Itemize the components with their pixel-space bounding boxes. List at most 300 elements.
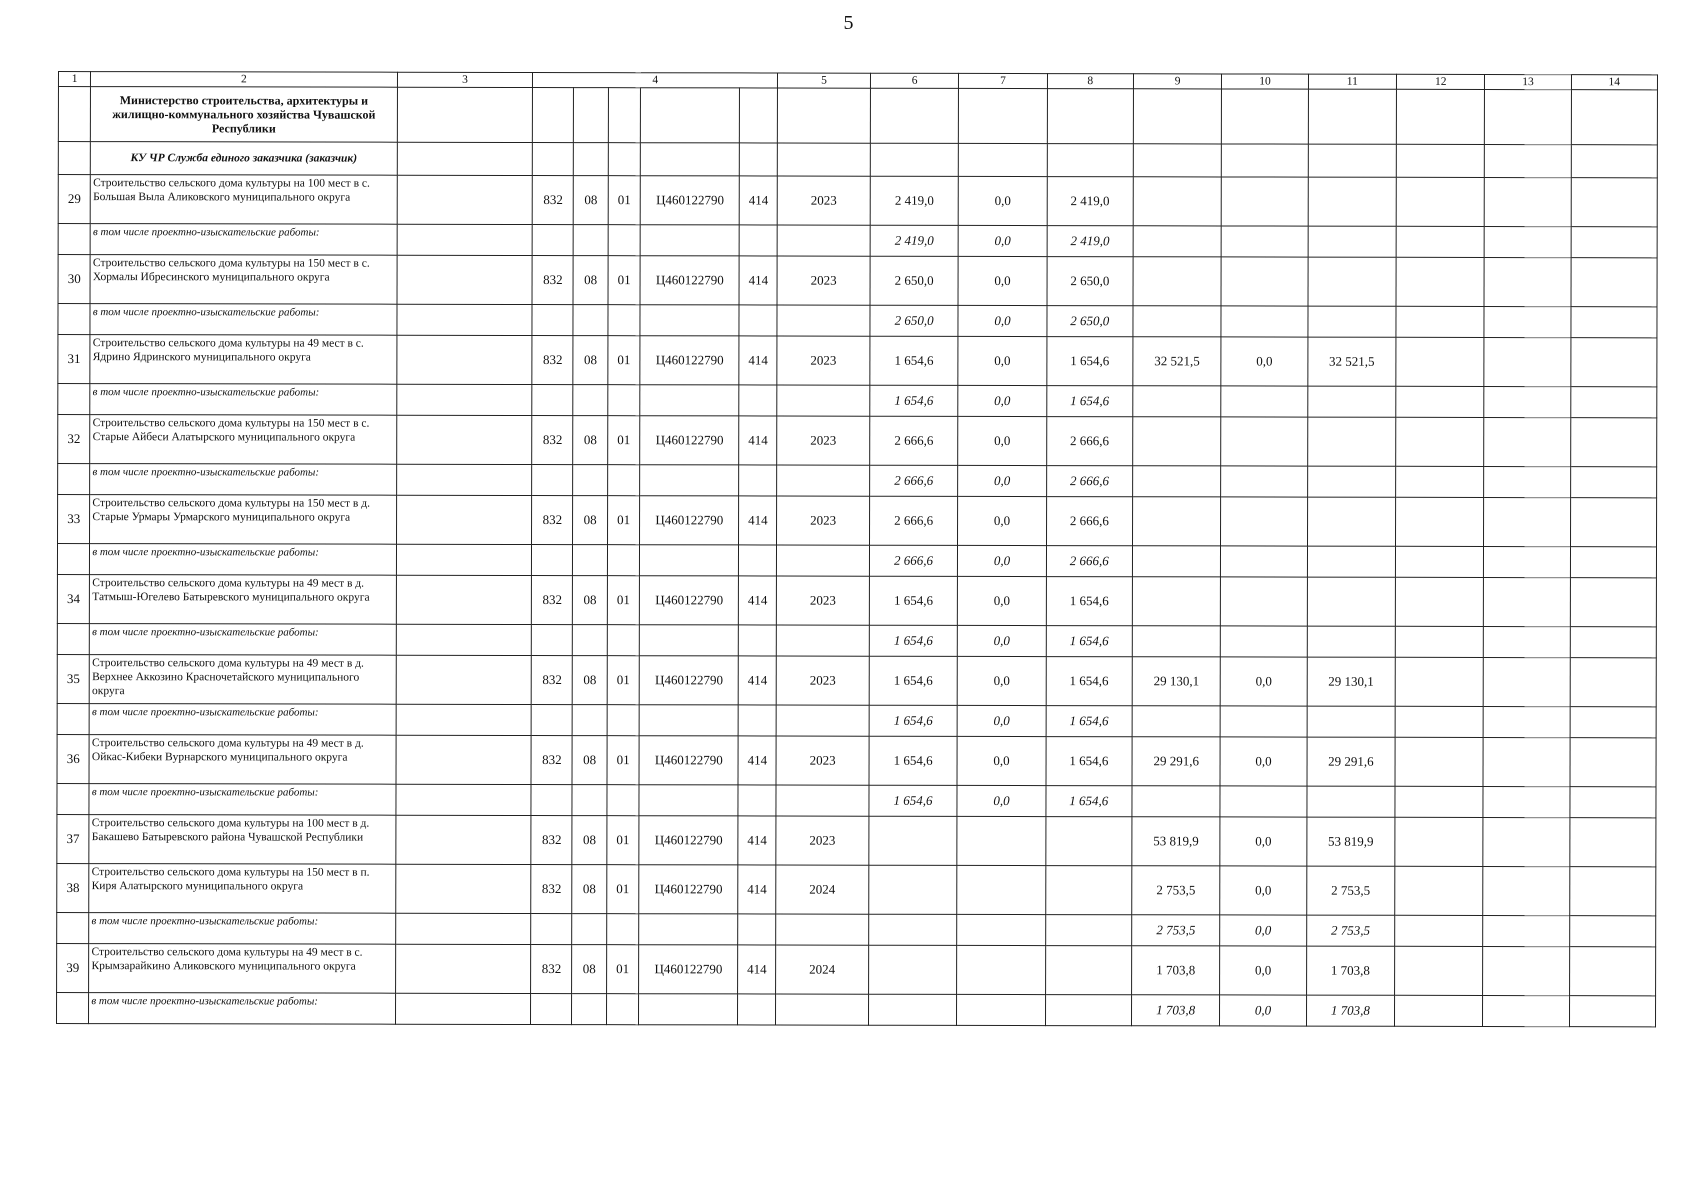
- col-3-cell: [397, 255, 533, 304]
- section-code: 08: [572, 736, 607, 785]
- sub-col-11-value: [1307, 706, 1395, 737]
- section-code: 08: [572, 816, 607, 865]
- sub-col-6-value: 1 654,6: [869, 785, 957, 816]
- design-survey-label: в том числе проектно-изыскательские работы:: [90, 624, 396, 656]
- col-12-cell: [1395, 657, 1484, 706]
- col-13-cell: [1484, 257, 1570, 306]
- sub-col-6-value: [869, 914, 957, 945]
- project-row: [58, 255, 1657, 307]
- sub-col-8-value: [1045, 995, 1131, 1026]
- sub-col-7-value: 0,0: [958, 385, 1046, 416]
- design-survey-label: в том числе проектно-изыскательские работы:: [89, 993, 395, 1025]
- col-10-value: 0,0: [1221, 657, 1307, 706]
- sub-col-8-value: 1 654,6: [1046, 706, 1132, 737]
- grbs-code: 832: [532, 575, 573, 624]
- subsection-code: 01: [607, 816, 639, 865]
- project-name: Строительство сельского дома культуры на 49 мест в с. Крымзарайкино Аликовского муниципального округа: [89, 944, 395, 994]
- col-9-header: 9: [1133, 74, 1221, 89]
- col-12-cell: [1395, 737, 1484, 786]
- col-13-cell: [1484, 497, 1570, 546]
- year-cell: 2023: [776, 656, 869, 705]
- sub-col-10-value: [1221, 386, 1307, 417]
- col-9-value: [1132, 577, 1221, 626]
- col-4-header: 4: [533, 72, 778, 88]
- expense-type-code: 414: [739, 336, 777, 385]
- col-14-cell: [1570, 578, 1656, 627]
- col-11-header: 11: [1308, 74, 1396, 89]
- sub-col-11-value: [1307, 466, 1395, 497]
- sub-col-9-value: [1132, 546, 1220, 577]
- col-13-cell: [1484, 417, 1570, 466]
- design-survey-subrow: [58, 464, 1657, 498]
- col-11-value: 1 703,8: [1306, 946, 1395, 995]
- col-10-value: 0,0: [1220, 817, 1306, 866]
- project-name: Строительство сельского дома культуры на 100 мест в д. Бакашево Батыревского района Чувашской Республики: [89, 815, 395, 865]
- row-number: 35: [57, 654, 89, 703]
- subsection-code: 01: [607, 656, 639, 705]
- col-14-cell: [1571, 258, 1657, 307]
- col-10-value: 0,0: [1221, 337, 1307, 386]
- project-row: [58, 415, 1657, 467]
- col-7-value: 0,0: [958, 256, 1047, 305]
- grbs-code: 832: [533, 175, 574, 224]
- subsection-code: 01: [607, 865, 639, 914]
- project-row: [57, 943, 1656, 995]
- grbs-code: 832: [531, 735, 572, 784]
- col-14-cell: [1570, 418, 1656, 467]
- col-6-value: 1 654,6: [869, 656, 958, 705]
- col-3-cell: [396, 415, 532, 464]
- project-row: [57, 574, 1656, 626]
- col-3-cell: [397, 175, 533, 224]
- col-9-value: 53 819,9: [1132, 817, 1221, 866]
- target-article-code: Ц460122790: [639, 736, 738, 785]
- target-article-code: Ц460122790: [640, 496, 739, 545]
- project-row: [57, 734, 1656, 786]
- design-survey-subrow: [57, 703, 1656, 737]
- col-8-value: 2 650,0: [1047, 257, 1133, 306]
- project-row: [58, 175, 1657, 227]
- col-6-value: [869, 816, 958, 865]
- expense-type-code: 414: [739, 656, 777, 705]
- row-number: 30: [58, 255, 90, 304]
- design-survey-label: в том числе проектно-изыскательские работы:: [90, 384, 396, 416]
- target-article-code: Ц460122790: [639, 816, 738, 865]
- design-survey-label: в том числе проектно-изыскательские работы:: [90, 464, 396, 496]
- sub-col-6-value: 1 654,6: [870, 385, 958, 416]
- sub-col-11-value: [1307, 786, 1395, 817]
- project-name: Строительство сельского дома культуры на 49 мест в д. Татмыш-Югелево Батыревского муниципального округа: [90, 575, 396, 625]
- col-6-value: 2 666,6: [870, 416, 959, 465]
- subsection-code: 01: [608, 416, 640, 465]
- sub-col-10-value: 0,0: [1220, 995, 1306, 1026]
- section-code: 08: [573, 656, 608, 705]
- col-11-value: 29 130,1: [1307, 657, 1396, 706]
- target-article-code: Ц460122790: [640, 336, 739, 385]
- section-code: 08: [572, 865, 607, 914]
- col-8-value: 1 654,6: [1046, 577, 1132, 626]
- year-cell: 2024: [776, 945, 869, 994]
- sub-col-9-value: [1132, 786, 1220, 817]
- sub-col-9-value: [1132, 706, 1220, 737]
- col-1-header: 1: [58, 72, 90, 87]
- col-12-cell: [1396, 337, 1485, 386]
- row-number: 39: [57, 943, 89, 992]
- project-row: [57, 814, 1656, 866]
- col-3-cell: [396, 735, 532, 784]
- sub-col-7-value: 0,0: [958, 225, 1046, 256]
- col-13-header: 13: [1485, 74, 1571, 89]
- col-6-value: 1 654,6: [870, 336, 959, 385]
- budget-table: [56, 71, 1658, 1027]
- col-3-cell: [396, 335, 532, 384]
- project-name: Строительство сельского дома культуры на 49 мест в д. Ойкас-Кибеки Вурнарского муниципального округа: [89, 735, 395, 785]
- project-row: [57, 654, 1656, 706]
- sub-col-10-value: [1221, 226, 1307, 257]
- col-9-value: 1 703,8: [1132, 946, 1221, 995]
- col-3-header: 3: [397, 72, 533, 87]
- design-survey-subrow: [57, 544, 1656, 578]
- col-13-cell: [1484, 657, 1570, 706]
- row-number: 36: [57, 734, 89, 783]
- sub-col-10-value: [1221, 306, 1307, 337]
- col-6-header: 6: [870, 73, 958, 88]
- sub-col-11-value: [1307, 386, 1395, 417]
- col-8-value: 2 666,6: [1046, 417, 1132, 466]
- target-article-code: Ц460122790: [639, 865, 738, 914]
- col-3-cell: [396, 575, 532, 624]
- sub-col-10-value: [1221, 626, 1307, 657]
- sub-col-6-value: 2 666,6: [869, 545, 957, 576]
- sub-col-9-value: 2 753,5: [1132, 915, 1220, 946]
- year-cell: 2023: [777, 336, 870, 385]
- row-number: 32: [58, 415, 90, 464]
- grbs-code: 832: [532, 335, 573, 384]
- grbs-code: 832: [531, 815, 572, 864]
- section-code: 08: [574, 176, 609, 225]
- col-10-value: [1221, 577, 1307, 626]
- target-article-code: Ц460122790: [640, 576, 739, 625]
- col-3-cell: [395, 864, 531, 913]
- ministry-row: [58, 87, 1657, 145]
- project-name: Строительство сельского дома культуры на 49 мест в с. Ядрино Ядринского муниципального округа: [90, 335, 396, 385]
- col-11-value: [1308, 257, 1397, 306]
- col-10-header: 10: [1222, 74, 1308, 89]
- sub-col-7-value: 0,0: [958, 625, 1046, 656]
- sub-col-9-value: 1 703,8: [1131, 995, 1219, 1026]
- page-number: 5: [843, 12, 854, 34]
- sub-col-6-value: [868, 994, 956, 1025]
- col-6-value: [868, 945, 957, 994]
- col-11-value: [1307, 417, 1396, 466]
- col-3-cell: [396, 495, 532, 544]
- project-name: Строительство сельского дома культуры на 150 мест в с. Старые Айбеси Алатырского муниципального округа: [90, 415, 396, 465]
- col-8-value: [1046, 817, 1132, 866]
- project-name: Строительство сельского дома культуры на 150 мест в с. Хормалы Ибресинского муниципального округа: [90, 255, 396, 305]
- sub-col-8-value: 2 650,0: [1047, 306, 1133, 337]
- sub-col-11-value: 1 703,8: [1306, 995, 1394, 1026]
- year-cell: 2023: [777, 416, 870, 465]
- year-cell: 2023: [777, 576, 870, 625]
- grbs-code: 832: [532, 495, 573, 544]
- year-cell: 2023: [776, 736, 869, 785]
- col-9-value: [1133, 177, 1222, 226]
- section-code: 08: [573, 336, 608, 385]
- design-survey-label: в том числе проектно-изыскательские работы:: [89, 784, 395, 816]
- col-12-header: 12: [1396, 74, 1484, 89]
- sub-col-11-value: [1307, 546, 1395, 577]
- col-7-value: 0,0: [958, 416, 1047, 465]
- col-12-cell: [1396, 177, 1485, 226]
- section-code: 08: [573, 576, 608, 625]
- row-number: 37: [57, 814, 89, 863]
- year-cell: 2023: [777, 256, 870, 305]
- sub-col-10-value: [1221, 466, 1307, 497]
- year-cell: 2023: [776, 816, 869, 865]
- col-10-value: 0,0: [1220, 946, 1306, 995]
- row-number: 34: [57, 574, 89, 623]
- sub-col-10-value: 0,0: [1220, 915, 1306, 946]
- subsection-code: 01: [608, 256, 640, 305]
- section-code: 08: [573, 416, 608, 465]
- grbs-code: 832: [532, 415, 573, 464]
- col-9-value: [1133, 257, 1222, 306]
- design-survey-subrow: [57, 623, 1656, 657]
- expense-type-code: 414: [738, 945, 776, 994]
- col-8-value: 1 654,6: [1046, 737, 1132, 786]
- design-survey-label: в том числе проектно-изыскательские работы:: [90, 304, 396, 336]
- col-10-value: [1222, 177, 1308, 226]
- target-article-code: Ц460122790: [639, 945, 738, 994]
- col-6-value: 1 654,6: [869, 736, 958, 785]
- subsection-code: 01: [607, 496, 639, 545]
- col-11-value: 29 291,6: [1307, 737, 1396, 786]
- row-number: 31: [58, 335, 90, 384]
- col-11-value: 53 819,9: [1306, 817, 1395, 866]
- sub-col-10-value: [1220, 786, 1306, 817]
- col-14-cell: [1570, 498, 1656, 547]
- sub-col-9-value: [1133, 226, 1221, 257]
- year-cell: 2023: [777, 496, 870, 545]
- col-6-value: 1 654,6: [869, 576, 958, 625]
- col-10-value: [1221, 497, 1307, 546]
- sub-col-10-value: [1220, 706, 1306, 737]
- expense-type-code: 414: [739, 256, 777, 305]
- year-cell: 2024: [776, 865, 869, 914]
- col-13-cell: [1484, 337, 1570, 386]
- col-3-cell: [395, 815, 531, 864]
- sub-col-11-value: [1308, 226, 1396, 257]
- sub-col-7-value: 0,0: [958, 465, 1046, 496]
- col-13-cell: [1484, 577, 1570, 626]
- col-7-value: [957, 945, 1046, 994]
- design-survey-subrow: [58, 384, 1657, 418]
- col-13-cell: [1485, 177, 1571, 226]
- design-survey-label: в том числе проектно-изыскательские работы:: [90, 544, 396, 576]
- section-code: 08: [573, 256, 608, 305]
- budget-table-sheet: [56, 71, 1658, 1027]
- table-body: [57, 87, 1658, 1027]
- sub-col-9-value: [1133, 466, 1221, 497]
- subsection-code: 01: [608, 336, 640, 385]
- sub-col-7-value: 0,0: [958, 305, 1046, 336]
- col-9-value: 29 291,6: [1132, 737, 1221, 786]
- sub-col-11-value: 2 753,5: [1306, 915, 1394, 946]
- grbs-code: 832: [531, 944, 572, 993]
- col-11-value: 2 753,5: [1306, 866, 1395, 915]
- sub-col-8-value: 2 419,0: [1047, 226, 1133, 257]
- agency-row: [58, 142, 1657, 178]
- expense-type-code: 414: [739, 416, 777, 465]
- col-6-value: 2 650,0: [870, 256, 959, 305]
- col-10-value: 0,0: [1220, 737, 1306, 786]
- design-survey-subrow: [58, 224, 1657, 258]
- col-9-value: [1132, 497, 1221, 546]
- row-number: 33: [58, 495, 90, 544]
- col-7-value: [957, 816, 1046, 865]
- project-name: Строительство сельского дома культуры на 49 мест в д. Верхнее Аккозино Красночетайского муниципального округа: [90, 655, 396, 705]
- col-7-value: 0,0: [957, 736, 1046, 785]
- col-11-value: [1307, 497, 1396, 546]
- sub-col-11-value: [1308, 306, 1396, 337]
- year-cell: 2023: [777, 176, 870, 225]
- project-row: [57, 863, 1656, 915]
- col-7-value: 0,0: [958, 336, 1047, 385]
- col-8-value: 1 654,6: [1046, 657, 1132, 706]
- sub-col-8-value: 1 654,6: [1046, 626, 1132, 657]
- col-10-value: [1221, 257, 1307, 306]
- design-survey-label: в том числе проектно-изыскательские работы:: [89, 704, 395, 736]
- grbs-code: 832: [531, 864, 572, 913]
- col-13-cell: [1483, 946, 1569, 995]
- col-13-cell: [1483, 866, 1569, 915]
- expense-type-code: 414: [738, 736, 776, 785]
- row-number: 38: [57, 863, 89, 912]
- col-7-value: 0,0: [957, 656, 1046, 705]
- row-number: 29: [58, 175, 90, 224]
- col-3-cell: [395, 944, 531, 993]
- design-survey-subrow: [58, 304, 1657, 338]
- project-name: Строительство сельского дома культуры на 150 мест в п. Киря Алатырского муниципального округа: [89, 864, 395, 914]
- col-5-header: 5: [778, 73, 871, 88]
- col-14-cell: [1570, 658, 1656, 707]
- col-7-value: 0,0: [958, 496, 1047, 545]
- col-12-cell: [1396, 257, 1485, 306]
- col-8-value: 2 666,6: [1046, 497, 1132, 546]
- design-survey-label: в том числе проектно-изыскательские работы:: [90, 224, 396, 256]
- col-9-value: 29 130,1: [1132, 657, 1221, 706]
- target-article-code: Ц460122790: [640, 416, 739, 465]
- section-code: 08: [572, 945, 607, 994]
- col-14-cell: [1571, 178, 1657, 227]
- project-row: [58, 335, 1657, 387]
- target-article-code: Ц460122790: [640, 176, 739, 225]
- sub-col-8-value: 2 666,6: [1046, 466, 1132, 497]
- design-survey-subrow: [57, 783, 1656, 817]
- sub-col-7-value: [957, 914, 1045, 945]
- project-name: Строительство сельского дома культуры на 100 мест в с. Большая Выла Аликовского муниципального округа: [91, 175, 397, 225]
- ministry-name: Министерство строительства, архитектуры и жилищно-коммунального хозяйства Чувашской Республики: [91, 87, 397, 143]
- subsection-code: 01: [607, 576, 639, 625]
- col-9-value: 2 753,5: [1132, 866, 1221, 915]
- col-12-cell: [1395, 946, 1484, 995]
- sub-col-7-value: 0,0: [958, 545, 1046, 576]
- sub-col-9-value: [1133, 306, 1221, 337]
- col-7-value: [957, 865, 1046, 914]
- sub-col-8-value: 2 666,6: [1046, 546, 1132, 577]
- col-14-cell: [1570, 738, 1656, 787]
- target-article-code: Ц460122790: [639, 656, 738, 705]
- sub-col-7-value: [957, 994, 1045, 1025]
- col-10-value: 0,0: [1220, 866, 1306, 915]
- sub-col-10-value: [1221, 546, 1307, 577]
- col-12-cell: [1396, 497, 1485, 546]
- sub-col-7-value: 0,0: [957, 705, 1045, 736]
- sub-col-8-value: 1 654,6: [1046, 386, 1132, 417]
- col-8-value: [1045, 866, 1131, 915]
- expense-type-code: 414: [739, 576, 777, 625]
- expense-type-code: 414: [738, 865, 776, 914]
- grbs-code: 832: [532, 255, 573, 304]
- col-14-cell: [1569, 947, 1655, 996]
- sub-col-6-value: 1 654,6: [869, 705, 957, 736]
- section-code: 08: [573, 496, 608, 545]
- sub-col-6-value: 1 654,6: [869, 625, 957, 656]
- col-6-value: 2 419,0: [870, 176, 959, 225]
- col-7-header: 7: [959, 73, 1047, 88]
- col-12-cell: [1395, 577, 1484, 626]
- col-9-value: [1133, 417, 1222, 466]
- col-7-value: 0,0: [958, 176, 1047, 225]
- design-survey-subrow: [57, 912, 1656, 946]
- col-14-cell: [1570, 818, 1656, 867]
- sub-col-6-value: 2 650,0: [870, 305, 958, 336]
- design-survey-label: в том числе проектно-изыскательские работы:: [89, 913, 395, 945]
- project-name: Строительство сельского дома культуры на 150 мест в д. Старые Урмары Урмарского муниципального округа: [90, 495, 396, 545]
- col-14-cell: [1569, 867, 1655, 916]
- sub-col-9-value: [1133, 386, 1221, 417]
- col-8-value: 2 419,0: [1047, 177, 1133, 226]
- col-7-value: 0,0: [958, 576, 1047, 625]
- col-12-cell: [1395, 817, 1484, 866]
- col-6-value: [869, 865, 958, 914]
- sub-col-9-value: [1132, 626, 1220, 657]
- col-11-value: [1308, 177, 1397, 226]
- sub-col-8-value: [1045, 915, 1131, 946]
- col-13-cell: [1483, 737, 1569, 786]
- design-survey-subrow: [57, 992, 1656, 1026]
- sub-col-8-value: 1 654,6: [1046, 786, 1132, 817]
- sub-col-6-value: 2 666,6: [870, 465, 958, 496]
- project-row: [58, 495, 1657, 547]
- col-8-header: 8: [1047, 74, 1133, 89]
- col-2-header: 2: [91, 72, 397, 88]
- grbs-code: 832: [532, 655, 573, 704]
- subsection-code: 01: [606, 945, 638, 994]
- subsection-code: 01: [608, 176, 640, 225]
- col-11-value: 32 521,5: [1307, 337, 1396, 386]
- col-14-cell: [1571, 338, 1657, 387]
- col-14-header: 14: [1571, 75, 1657, 90]
- agency-name: КУ ЧР Служба единого заказчика (заказчик): [91, 142, 397, 176]
- col-13-cell: [1483, 817, 1569, 866]
- sub-col-6-value: 2 419,0: [870, 225, 958, 256]
- col-3-cell: [396, 655, 532, 704]
- col-9-value: 32 521,5: [1133, 337, 1222, 386]
- col-10-value: [1221, 417, 1307, 466]
- expense-type-code: 414: [739, 496, 777, 545]
- col-12-cell: [1396, 417, 1485, 466]
